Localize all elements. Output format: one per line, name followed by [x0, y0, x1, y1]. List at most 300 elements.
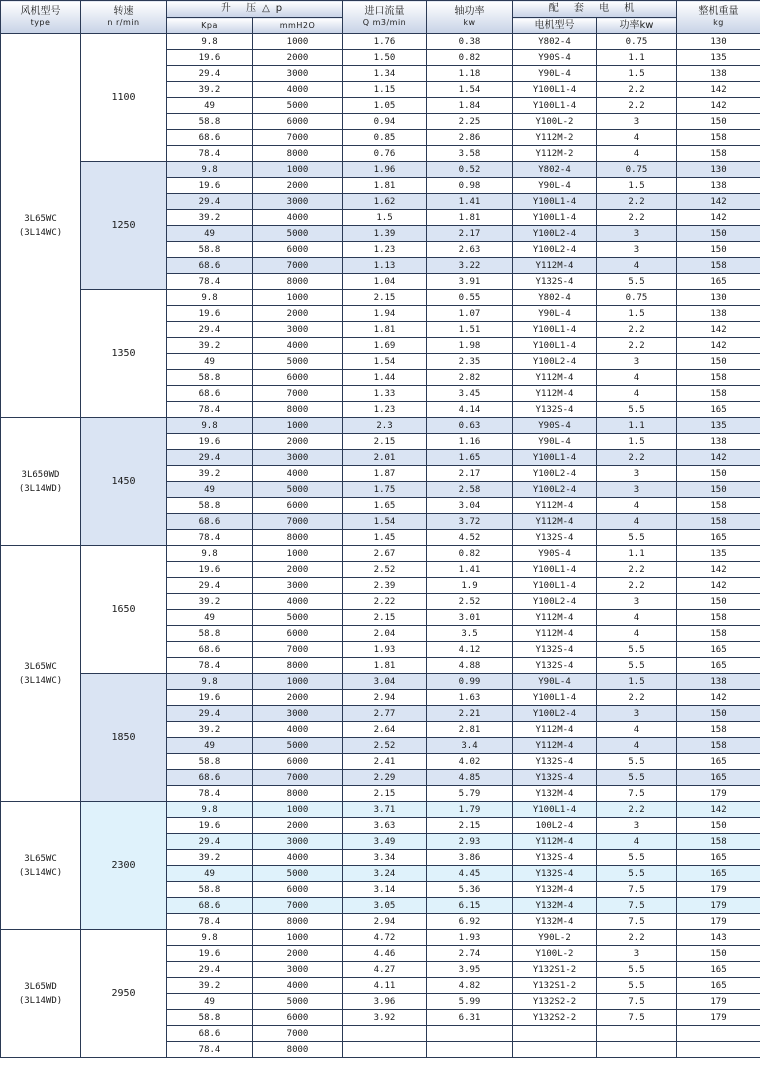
flow-cell: 3.63 [343, 818, 427, 834]
flow-cell: 1.13 [343, 258, 427, 274]
motor-power-cell: 5.5 [597, 978, 677, 994]
motor-model-cell: Y132M-4 [513, 786, 597, 802]
motor-model-cell [513, 1042, 597, 1058]
pressure-kpa-cell: 68.6 [167, 514, 253, 530]
table-row [1, 802, 760, 818]
pressure-kpa-cell: 39.2 [167, 338, 253, 354]
flow-cell: 2.64 [343, 722, 427, 738]
motor-power-cell: 3 [597, 946, 677, 962]
flow-cell [343, 1042, 427, 1058]
motor-model-cell: Y100L2-4 [513, 242, 597, 258]
flow-cell: 1.93 [343, 642, 427, 658]
shaft-power-cell: 3.4 [427, 738, 513, 754]
motor-power-cell: 5.5 [597, 962, 677, 978]
motor-power-cell: 3 [597, 706, 677, 722]
weight-cell: 158 [677, 722, 760, 738]
weight-cell: 150 [677, 706, 760, 722]
flow-cell: 2.94 [343, 690, 427, 706]
pressure-mmh2o-cell: 3000 [253, 962, 343, 978]
motor-power-cell: 2.2 [597, 578, 677, 594]
pressure-kpa-cell: 78.4 [167, 1042, 253, 1058]
shaft-power-cell: 1.84 [427, 98, 513, 114]
weight-cell: 165 [677, 770, 760, 786]
weight-cell: 138 [677, 434, 760, 450]
motor-power-cell: 7.5 [597, 994, 677, 1010]
header-model: 风机型号 type [1, 1, 81, 34]
motor-model-cell: Y100L1-4 [513, 210, 597, 226]
shaft-power-cell: 3.91 [427, 274, 513, 290]
pressure-kpa-cell: 49 [167, 738, 253, 754]
shaft-power-cell: 4.88 [427, 658, 513, 674]
speed-cell: 1450 [81, 418, 167, 546]
flow-cell: 2.41 [343, 754, 427, 770]
shaft-power-cell: 4.02 [427, 754, 513, 770]
motor-power-cell: 7.5 [597, 1010, 677, 1026]
shaft-power-cell: 1.63 [427, 690, 513, 706]
pressure-kpa-cell: 39.2 [167, 82, 253, 98]
model-type-cell: 3L65WC (3L14WC) [1, 546, 81, 802]
pressure-mmh2o-cell: 5000 [253, 866, 343, 882]
motor-power-cell: 2.2 [597, 338, 677, 354]
shaft-power-cell: 0.99 [427, 674, 513, 690]
motor-model-cell: Y112M-4 [513, 514, 597, 530]
table-row [1, 290, 760, 306]
table-row [1, 418, 760, 434]
motor-power-cell: 5.5 [597, 642, 677, 658]
motor-model-cell: Y90L-4 [513, 306, 597, 322]
motor-model-cell: Y100L1-4 [513, 450, 597, 466]
weight-cell: 179 [677, 1010, 760, 1026]
motor-model-cell: Y90S-4 [513, 546, 597, 562]
motor-power-cell: 1.1 [597, 546, 677, 562]
motor-power-cell: 4 [597, 258, 677, 274]
pressure-mmh2o-cell: 8000 [253, 402, 343, 418]
pressure-kpa-cell: 19.6 [167, 434, 253, 450]
flow-cell: 1.87 [343, 466, 427, 482]
pressure-kpa-cell: 78.4 [167, 274, 253, 290]
pressure-mmh2o-cell: 4000 [253, 338, 343, 354]
shaft-power-cell: 1.07 [427, 306, 513, 322]
flow-cell: 1.05 [343, 98, 427, 114]
motor-power-cell: 1.5 [597, 434, 677, 450]
pressure-mmh2o-cell: 7000 [253, 258, 343, 274]
shaft-power-cell: 2.21 [427, 706, 513, 722]
pressure-mmh2o-cell: 6000 [253, 754, 343, 770]
pressure-mmh2o-cell: 7000 [253, 514, 343, 530]
pressure-kpa-cell: 58.8 [167, 114, 253, 130]
pressure-kpa-cell: 78.4 [167, 402, 253, 418]
motor-model-cell: Y802-4 [513, 290, 597, 306]
shaft-power-cell: 4.85 [427, 770, 513, 786]
shaft-power-cell: 1.93 [427, 930, 513, 946]
motor-model-cell: Y100L2-4 [513, 226, 597, 242]
flow-cell: 2.94 [343, 914, 427, 930]
weight-cell: 135 [677, 418, 760, 434]
flow-cell: 1.81 [343, 322, 427, 338]
table-row [1, 674, 760, 690]
shaft-power-cell: 2.58 [427, 482, 513, 498]
weight-cell: 142 [677, 322, 760, 338]
motor-model-cell: Y132S-4 [513, 530, 597, 546]
shaft-power-cell: 5.36 [427, 882, 513, 898]
flow-cell: 2.52 [343, 738, 427, 754]
motor-model-cell: Y90S-4 [513, 418, 597, 434]
pressure-kpa-cell: 49 [167, 354, 253, 370]
weight-cell: 142 [677, 338, 760, 354]
motor-model-cell: Y112M-4 [513, 258, 597, 274]
pressure-kpa-cell: 49 [167, 994, 253, 1010]
pressure-mmh2o-cell: 4000 [253, 594, 343, 610]
pressure-mmh2o-cell: 3000 [253, 450, 343, 466]
flow-cell: 2.39 [343, 578, 427, 594]
weight-cell: 142 [677, 210, 760, 226]
shaft-power-cell: 3.86 [427, 850, 513, 866]
motor-model-cell: Y100L1-4 [513, 690, 597, 706]
pressure-kpa-cell: 49 [167, 482, 253, 498]
flow-cell: 2.22 [343, 594, 427, 610]
speed-cell: 1250 [81, 162, 167, 290]
flow-cell: 1.23 [343, 402, 427, 418]
weight-cell: 165 [677, 866, 760, 882]
flow-cell: 3.34 [343, 850, 427, 866]
motor-power-cell: 1.1 [597, 418, 677, 434]
weight-cell: 158 [677, 386, 760, 402]
motor-power-cell: 2.2 [597, 194, 677, 210]
motor-model-cell: Y112M-4 [513, 722, 597, 738]
motor-power-cell: 7.5 [597, 882, 677, 898]
weight-cell: 138 [677, 178, 760, 194]
motor-power-cell: 1.5 [597, 306, 677, 322]
shaft-power-cell: 3.58 [427, 146, 513, 162]
weight-cell: 142 [677, 82, 760, 98]
motor-power-cell: 5.5 [597, 402, 677, 418]
table-row [1, 930, 760, 946]
header-pressure-kpa: Kpa [167, 18, 253, 34]
motor-model-cell: Y802-4 [513, 162, 597, 178]
speed-cell: 1650 [81, 546, 167, 674]
flow-cell: 3.49 [343, 834, 427, 850]
weight-cell: 158 [677, 834, 760, 850]
pressure-mmh2o-cell: 2000 [253, 306, 343, 322]
shaft-power-cell: 4.12 [427, 642, 513, 658]
motor-model-cell: Y90L-4 [513, 178, 597, 194]
weight-cell: 142 [677, 98, 760, 114]
flow-cell: 3.04 [343, 674, 427, 690]
flow-cell: 2.29 [343, 770, 427, 786]
pressure-mmh2o-cell: 2000 [253, 178, 343, 194]
flow-cell: 1.34 [343, 66, 427, 82]
flow-cell: 0.94 [343, 114, 427, 130]
motor-power-cell: 4 [597, 626, 677, 642]
motor-model-cell: Y100L1-4 [513, 578, 597, 594]
pressure-kpa-cell: 9.8 [167, 674, 253, 690]
shaft-power-cell [427, 1042, 513, 1058]
motor-model-cell: Y132S2-2 [513, 1010, 597, 1026]
motor-model-cell: Y132S-4 [513, 850, 597, 866]
flow-cell: 1.23 [343, 242, 427, 258]
motor-model-cell: Y112M-4 [513, 498, 597, 514]
pressure-mmh2o-cell: 1000 [253, 930, 343, 946]
shaft-power-cell: 5.79 [427, 786, 513, 802]
flow-cell: 1.50 [343, 50, 427, 66]
weight-cell: 130 [677, 162, 760, 178]
shaft-power-cell: 4.45 [427, 866, 513, 882]
motor-power-cell: 1.5 [597, 674, 677, 690]
pressure-mmh2o-cell: 6000 [253, 370, 343, 386]
weight-cell: 142 [677, 450, 760, 466]
motor-power-cell: 3 [597, 594, 677, 610]
flow-cell [343, 1026, 427, 1042]
weight-cell: 138 [677, 674, 760, 690]
weight-cell: 158 [677, 626, 760, 642]
weight-cell: 165 [677, 978, 760, 994]
speed-cell: 1850 [81, 674, 167, 802]
header-shaft-power: 轴功率 kw [427, 1, 513, 34]
motor-model-cell: Y100L2-4 [513, 482, 597, 498]
flow-cell: 1.69 [343, 338, 427, 354]
weight-cell: 158 [677, 130, 760, 146]
shaft-power-cell: 2.52 [427, 594, 513, 610]
flow-cell: 1.54 [343, 514, 427, 530]
pressure-mmh2o-cell: 1000 [253, 418, 343, 434]
motor-model-cell: Y100L1-4 [513, 322, 597, 338]
flow-cell: 3.05 [343, 898, 427, 914]
motor-model-cell: Y132M-4 [513, 898, 597, 914]
flow-cell: 3.14 [343, 882, 427, 898]
shaft-power-cell: 2.82 [427, 370, 513, 386]
weight-cell: 158 [677, 498, 760, 514]
weight-cell: 165 [677, 850, 760, 866]
weight-cell: 150 [677, 466, 760, 482]
pressure-mmh2o-cell: 3000 [253, 578, 343, 594]
speed-cell: 2300 [81, 802, 167, 930]
weight-cell: 158 [677, 738, 760, 754]
motor-model-cell: Y100L2-4 [513, 466, 597, 482]
pressure-kpa-cell: 68.6 [167, 898, 253, 914]
flow-cell: 1.75 [343, 482, 427, 498]
motor-power-cell: 5.5 [597, 770, 677, 786]
pressure-mmh2o-cell: 8000 [253, 658, 343, 674]
motor-power-cell: 4 [597, 722, 677, 738]
shaft-power-cell: 1.18 [427, 66, 513, 82]
weight-cell: 135 [677, 50, 760, 66]
shaft-power-cell: 1.41 [427, 194, 513, 210]
pressure-kpa-cell: 29.4 [167, 578, 253, 594]
motor-model-cell: Y100L2-4 [513, 354, 597, 370]
flow-cell: 2.01 [343, 450, 427, 466]
pressure-mmh2o-cell: 8000 [253, 530, 343, 546]
table-body [1, 34, 760, 1058]
motor-power-cell: 5.5 [597, 850, 677, 866]
motor-model-cell: Y90L-2 [513, 930, 597, 946]
pressure-mmh2o-cell: 1000 [253, 162, 343, 178]
pressure-mmh2o-cell: 8000 [253, 274, 343, 290]
weight-cell: 179 [677, 786, 760, 802]
weight-cell: 130 [677, 290, 760, 306]
weight-cell: 130 [677, 34, 760, 50]
flow-cell: 1.81 [343, 178, 427, 194]
motor-model-cell: Y112M-4 [513, 834, 597, 850]
weight-cell: 158 [677, 610, 760, 626]
pressure-mmh2o-cell: 2000 [253, 562, 343, 578]
flow-cell: 2.67 [343, 546, 427, 562]
pressure-mmh2o-cell: 1000 [253, 290, 343, 306]
flow-cell: 0.85 [343, 130, 427, 146]
pressure-kpa-cell: 19.6 [167, 562, 253, 578]
weight-cell: 150 [677, 594, 760, 610]
motor-power-cell: 1.5 [597, 178, 677, 194]
motor-model-cell: Y112M-2 [513, 130, 597, 146]
table-row [1, 162, 760, 178]
motor-model-cell: Y90S-4 [513, 50, 597, 66]
pressure-kpa-cell: 68.6 [167, 258, 253, 274]
pressure-mmh2o-cell: 7000 [253, 130, 343, 146]
motor-model-cell: Y100L-2 [513, 946, 597, 962]
flow-cell: 2.15 [343, 434, 427, 450]
motor-power-cell [597, 1042, 677, 1058]
shaft-power-cell: 1.65 [427, 450, 513, 466]
motor-model-cell: Y132S-4 [513, 402, 597, 418]
weight-cell: 158 [677, 370, 760, 386]
motor-power-cell: 7.5 [597, 786, 677, 802]
table-row [1, 546, 760, 562]
shaft-power-cell: 2.93 [427, 834, 513, 850]
shaft-power-cell: 2.86 [427, 130, 513, 146]
pressure-mmh2o-cell: 5000 [253, 226, 343, 242]
motor-model-cell: Y100L-2 [513, 114, 597, 130]
pressure-kpa-cell: 9.8 [167, 930, 253, 946]
table-row [1, 34, 760, 50]
shaft-power-cell [427, 1026, 513, 1042]
motor-model-cell: Y132S2-2 [513, 994, 597, 1010]
flow-cell: 2.77 [343, 706, 427, 722]
shaft-power-cell: 2.17 [427, 466, 513, 482]
weight-cell: 142 [677, 562, 760, 578]
motor-power-cell: 3 [597, 354, 677, 370]
weight-cell: 150 [677, 242, 760, 258]
motor-power-cell [597, 1026, 677, 1042]
shaft-power-cell: 1.41 [427, 562, 513, 578]
pressure-kpa-cell: 58.8 [167, 882, 253, 898]
pressure-kpa-cell: 39.2 [167, 850, 253, 866]
weight-cell: 158 [677, 514, 760, 530]
pressure-kpa-cell: 39.2 [167, 722, 253, 738]
motor-model-cell: Y132S-4 [513, 866, 597, 882]
shaft-power-cell: 3.04 [427, 498, 513, 514]
motor-model-cell: 100L2-4 [513, 818, 597, 834]
flow-cell: 1.45 [343, 530, 427, 546]
motor-model-cell: Y90L-4 [513, 66, 597, 82]
pressure-kpa-cell: 9.8 [167, 802, 253, 818]
shaft-power-cell: 4.14 [427, 402, 513, 418]
weight-cell: 179 [677, 994, 760, 1010]
pressure-mmh2o-cell: 4000 [253, 850, 343, 866]
pressure-mmh2o-cell: 1000 [253, 674, 343, 690]
pressure-kpa-cell: 29.4 [167, 450, 253, 466]
pressure-kpa-cell: 68.6 [167, 130, 253, 146]
shaft-power-cell: 0.52 [427, 162, 513, 178]
motor-power-cell: 4 [597, 370, 677, 386]
pressure-kpa-cell: 29.4 [167, 322, 253, 338]
flow-cell: 3.71 [343, 802, 427, 818]
motor-model-cell: Y132M-4 [513, 882, 597, 898]
motor-model-cell: Y112M-4 [513, 370, 597, 386]
pressure-mmh2o-cell: 5000 [253, 610, 343, 626]
motor-power-cell: 4 [597, 498, 677, 514]
pressure-mmh2o-cell: 5000 [253, 482, 343, 498]
pressure-kpa-cell: 29.4 [167, 66, 253, 82]
shaft-power-cell: 4.82 [427, 978, 513, 994]
weight-cell: 165 [677, 530, 760, 546]
flow-cell: 1.65 [343, 498, 427, 514]
weight-cell: 165 [677, 962, 760, 978]
speed-cell: 1100 [81, 34, 167, 162]
weight-cell: 143 [677, 930, 760, 946]
shaft-power-cell: 5.99 [427, 994, 513, 1010]
pressure-kpa-cell: 68.6 [167, 386, 253, 402]
motor-power-cell: 4 [597, 738, 677, 754]
weight-cell: 150 [677, 818, 760, 834]
pressure-kpa-cell: 58.8 [167, 626, 253, 642]
motor-model-cell: Y132S-4 [513, 658, 597, 674]
flow-cell: 1.81 [343, 658, 427, 674]
shaft-power-cell: 2.25 [427, 114, 513, 130]
pressure-kpa-cell: 19.6 [167, 946, 253, 962]
shaft-power-cell: 1.9 [427, 578, 513, 594]
weight-cell: 135 [677, 546, 760, 562]
motor-model-cell [513, 1026, 597, 1042]
shaft-power-cell: 3.22 [427, 258, 513, 274]
motor-power-cell: 3 [597, 466, 677, 482]
motor-power-cell: 3 [597, 818, 677, 834]
motor-power-cell: 4 [597, 146, 677, 162]
motor-power-cell: 4 [597, 514, 677, 530]
pressure-mmh2o-cell: 2000 [253, 946, 343, 962]
pressure-mmh2o-cell: 1000 [253, 802, 343, 818]
shaft-power-cell: 3.45 [427, 386, 513, 402]
motor-power-cell: 2.2 [597, 210, 677, 226]
pressure-mmh2o-cell: 4000 [253, 82, 343, 98]
motor-model-cell: Y132S1-2 [513, 978, 597, 994]
weight-cell: 150 [677, 226, 760, 242]
pressure-kpa-cell: 58.8 [167, 370, 253, 386]
flow-cell: 2.15 [343, 786, 427, 802]
motor-model-cell: Y132S1-2 [513, 962, 597, 978]
motor-model-cell: Y100L1-4 [513, 98, 597, 114]
motor-model-cell: Y132S-4 [513, 754, 597, 770]
shaft-power-cell: 0.38 [427, 34, 513, 50]
weight-cell: 165 [677, 402, 760, 418]
motor-model-cell: Y100L1-4 [513, 338, 597, 354]
shaft-power-cell: 0.82 [427, 546, 513, 562]
header-speed: 转速 n r/min [81, 1, 167, 34]
motor-power-cell: 2.2 [597, 322, 677, 338]
pressure-mmh2o-cell: 3000 [253, 194, 343, 210]
speed-cell: 1350 [81, 290, 167, 418]
pressure-kpa-cell: 68.6 [167, 770, 253, 786]
weight-cell: 150 [677, 946, 760, 962]
weight-cell: 150 [677, 482, 760, 498]
header-motor-model: 电机型号 [513, 18, 597, 34]
pressure-kpa-cell: 19.6 [167, 50, 253, 66]
motor-model-cell: Y112M-4 [513, 626, 597, 642]
shaft-power-cell: 0.82 [427, 50, 513, 66]
weight-cell: 165 [677, 754, 760, 770]
motor-model-cell: Y100L1-4 [513, 562, 597, 578]
model-type-cell: 3L650WD (3L14WD) [1, 418, 81, 546]
motor-power-cell: 1.1 [597, 50, 677, 66]
shaft-power-cell: 1.79 [427, 802, 513, 818]
